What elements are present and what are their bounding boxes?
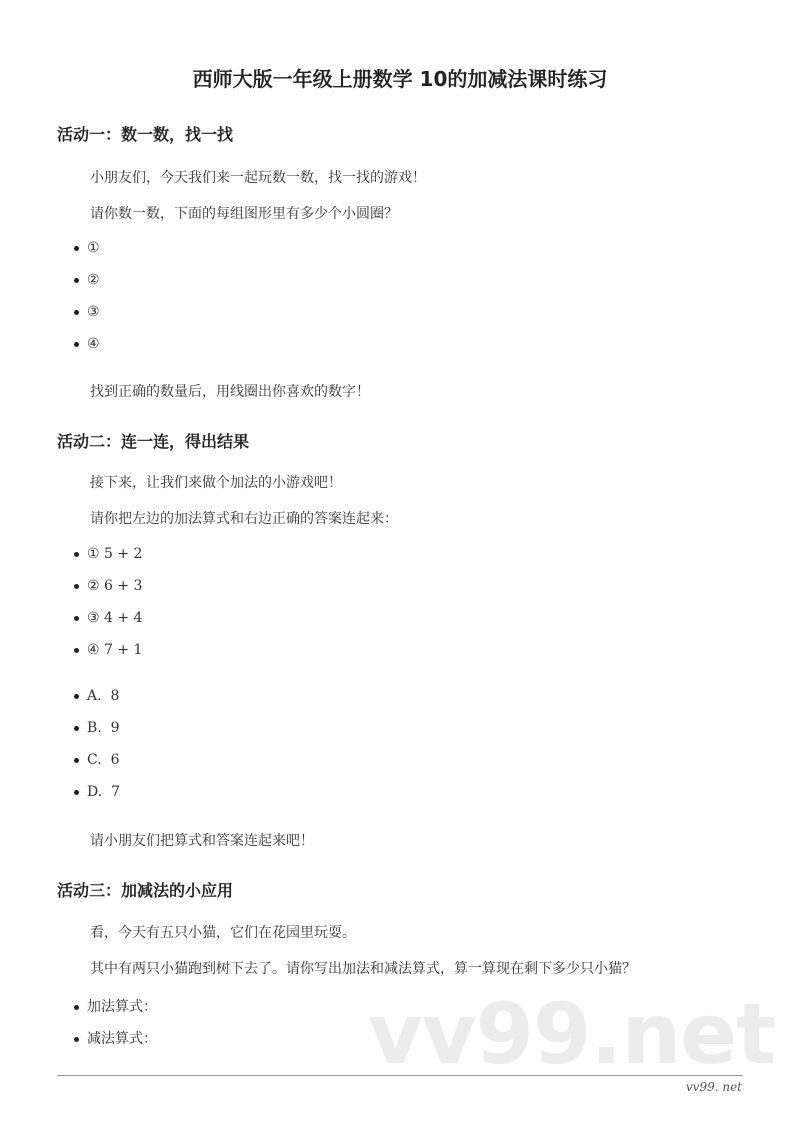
bullet-icon	[74, 246, 79, 251]
list-item: 减法算式：	[74, 1028, 157, 1048]
bullet-icon	[74, 342, 79, 347]
bullet-icon	[74, 648, 79, 653]
footer-divider	[57, 1075, 743, 1076]
list-item: ④	[74, 336, 100, 352]
answer-item: B. 9	[74, 720, 120, 736]
bullet-icon	[74, 726, 79, 731]
equation-item: ③ 4 + 4	[74, 610, 142, 626]
watermark: vv99.net	[368, 985, 776, 1083]
section1-para2: 请你数一数，下面的每组图形里有多少个小圆圈？	[90, 206, 398, 222]
bullet-icon	[74, 278, 79, 283]
answer-item: C. 6	[74, 752, 119, 768]
list-item: 加法算式：	[74, 996, 157, 1016]
equation-item: ④ 7 + 1	[74, 642, 142, 658]
bullet-icon	[74, 694, 79, 699]
section3-heading: 活动三：加减法的小应用	[57, 881, 234, 900]
page-title: 西师大版一年级上册数学 10的加减法课时练习	[192, 67, 608, 91]
list-item: ②	[74, 272, 100, 288]
answer-item: A. 8	[74, 688, 119, 704]
bullet-icon	[74, 1005, 79, 1010]
section2-para3: 请小朋友们把算式和答案连起来吧！	[90, 833, 314, 849]
section3-para1: 看，今天有五只小猫，它们在花园里玩耍。	[90, 925, 356, 941]
section2-para1: 接下来，让我们来做个加法的小游戏吧！	[90, 475, 342, 491]
section2-para2: 请你把左边的加法算式和右边正确的答案连起来：	[90, 511, 398, 527]
list-item: ③	[74, 304, 100, 320]
bullet-icon	[74, 758, 79, 763]
bullet-icon	[74, 790, 79, 795]
section1-para1: 小朋友们，今天我们来一起玩数一数，找一找的游戏！	[90, 170, 426, 186]
bullet-icon	[74, 1037, 79, 1042]
section1-para3: 找到正确的数量后，用线圈出你喜欢的数字！	[90, 384, 370, 400]
equation-item: ① 5 + 2	[74, 546, 142, 562]
footer-text: vv99. net	[685, 1080, 742, 1094]
section3-para2: 其中有两只小猫跑到树下去了。请你写出加法和减法算式，算一算现在剩下多少只小猫？	[90, 961, 636, 977]
bullet-icon	[74, 616, 79, 621]
section2-heading: 活动二：连一连，得出结果	[57, 432, 250, 451]
list-item: ①	[74, 240, 100, 256]
bullet-icon	[74, 310, 79, 315]
bullet-icon	[74, 552, 79, 557]
equation-item: ② 6 + 3	[74, 578, 142, 594]
section1-heading: 活动一：数一数，找一找	[57, 125, 234, 144]
answer-item: D. 7	[74, 784, 120, 800]
bullet-icon	[74, 584, 79, 589]
